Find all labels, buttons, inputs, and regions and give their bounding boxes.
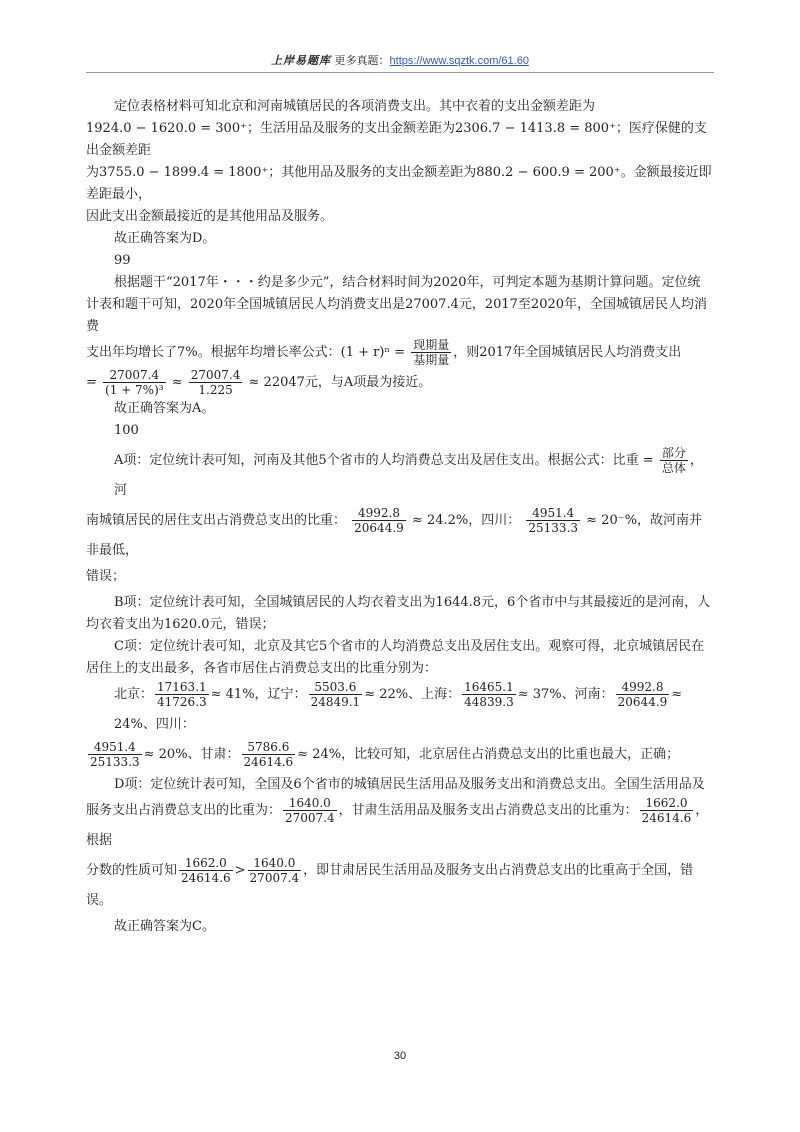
numerator: 部分 <box>661 446 686 460</box>
text-span: ≈ 24%、四川： <box>114 687 683 732</box>
text-line: C项：定位统计表可知，北京及其它5个省市的人均消费总支出及居住支出。观察可得，北京城镇居民在 <box>114 639 705 654</box>
numerator: 4951.4 <box>88 740 142 755</box>
text-line <box>86 338 714 368</box>
text-line: 定位表格材料可知北京和河南城镇居民的各项消费支出。其中衣着的支出金额差距为 <box>114 99 596 114</box>
fraction <box>189 368 243 397</box>
page-number: 30 <box>393 1050 407 1062</box>
numerator: 现期量 <box>413 338 450 352</box>
text-span: 分数的性质可知 <box>86 863 178 878</box>
text-span: 支出年均增长了7%。根据年均增长率公式：(1 + r)ⁿ = <box>86 345 406 360</box>
fraction <box>640 796 694 825</box>
numerator: 16465.1 <box>464 680 514 694</box>
denominator: 25133.3 <box>528 521 579 535</box>
answer-line: 故正确答案为A。 <box>114 401 215 416</box>
text-line <box>86 740 714 770</box>
text-span: 北京： <box>114 687 154 702</box>
denominator: 24849.1 <box>310 695 361 709</box>
fraction <box>616 680 670 709</box>
text-line: 为3755.0 − 1899.4 = 1800⁺；其他用品及服务的支出金额差距为880.2 − 600.9 = 200⁺。金额最接近即差距最小， <box>86 165 712 202</box>
denominator: 24614.6 <box>641 811 692 825</box>
denominator: 20644.9 <box>617 695 668 709</box>
answer-block-98 <box>86 96 714 250</box>
denominator: 总体 <box>661 461 686 475</box>
text-span: = <box>86 375 97 390</box>
text-line <box>86 856 714 916</box>
fraction <box>660 446 688 475</box>
text-line: 均衣着支出为1620.0元，错误； <box>86 617 275 632</box>
numerator: 1662.0 <box>179 856 233 871</box>
text-line <box>86 680 714 740</box>
text-line: 错误； <box>86 569 126 584</box>
page-content <box>86 96 714 938</box>
text-span: ≈ 22%、上海： <box>364 687 461 702</box>
fraction <box>462 680 516 709</box>
denominator: 24614.6 <box>243 755 294 769</box>
text-span: ≈ 41%，辽宁： <box>210 687 307 702</box>
numerator: 4992.8 <box>352 506 406 521</box>
fraction <box>88 740 142 769</box>
text-span: ，甘肃生活用品及服务支出占消费总支出的比重为： <box>338 803 638 818</box>
denominator: 1.225 <box>198 383 233 397</box>
fraction <box>526 506 580 535</box>
text-span: ≈ 24%，比较可知，北京居住占消费总支出的比重也最大，正确； <box>297 747 680 762</box>
text-line <box>86 796 714 856</box>
numerator: 1640.0 <box>248 856 302 871</box>
numerator: 17163.1 <box>157 680 207 694</box>
text-span: ≈ 37%、河南： <box>517 687 614 702</box>
text-span: ，河 <box>114 453 703 498</box>
text-span: ，根据 <box>86 803 709 848</box>
text-span: ≈ <box>171 375 183 390</box>
denominator: 27007.4 <box>285 811 335 825</box>
answer-block-100 <box>86 420 714 938</box>
denominator: 25133.3 <box>90 755 140 769</box>
question-number: 99 <box>114 253 131 268</box>
text-line: 1924.0 − 1620.0 = 300⁺；生活用品及服务的支出金额差距为2306.7 − 1413.8 = 800⁺；医疗保健的支出金额差距 <box>86 121 707 158</box>
numerator: 4951.4 <box>526 506 580 521</box>
denominator: 20644.9 <box>354 521 404 535</box>
text-span: ≈ 22047元，与A项最为接近。 <box>248 375 432 390</box>
text-line <box>86 506 714 566</box>
text-line: D项：定位统计表可知，全国及6个省市的城镇居民生活用品及服务支出和消费总支出。全国生活用品及 <box>114 777 705 792</box>
text-span: 南城镇居民的居住支出占消费总支出的比重： <box>86 513 347 528</box>
numerator: 1662.0 <box>640 796 694 811</box>
text-line: 根据题干“2017年・・・约是多少元”，结合材料时间为2020年，可判定本题为基期计算问题。定位统 <box>114 275 701 290</box>
site-link[interactable]: https://www.sqztk.com/61.60 <box>389 55 529 67</box>
text-line: 计表和题干可知，2020年全国城镇居民人均消费支出是27007.4元，2017至2020年，全国城镇居民人均消费 <box>86 297 708 334</box>
header-separator: 更多真题： <box>331 54 390 67</box>
site-name: 上岸易题库 <box>271 54 332 67</box>
numerator: 5503.6 <box>309 680 363 695</box>
denominator: (1 + 7%)³ <box>105 383 164 397</box>
header-divider <box>86 72 714 73</box>
fraction <box>155 680 209 709</box>
fraction <box>309 680 363 709</box>
text-span: A项：定位统计表可知，河南及其他5个省市的人均消费总支出及居住支出。根据公式：比重 = <box>114 453 654 468</box>
denominator: 44839.3 <box>464 695 514 709</box>
text-span: ≈ 24.2%，四川： <box>411 513 521 528</box>
numerator: 1640.0 <box>283 796 337 811</box>
answer-line: 故正确答案为D。 <box>114 231 216 246</box>
page-header <box>0 52 800 68</box>
text-span: ≈ 20%、甘肃： <box>143 747 240 762</box>
fraction <box>411 338 451 367</box>
denominator: 基期量 <box>413 353 450 367</box>
text-span: > <box>234 863 246 878</box>
fraction <box>248 856 302 885</box>
fraction <box>103 368 166 397</box>
text-span: ≈ 20⁻%，故河南并非最低， <box>86 513 702 558</box>
text-line: 居住上的支出最多，各省市居住占消费总支出的比重分别为： <box>86 661 438 676</box>
text-line <box>86 368 714 398</box>
denominator: 27007.4 <box>249 871 300 885</box>
text-span: ，则2017年全国城镇居民人均消费支出 <box>453 345 682 360</box>
text-span: ，即甘肃居民生活用品及服务支出占消费总支出的比重高于全国，错误。 <box>86 863 694 908</box>
fraction <box>352 506 406 535</box>
fraction <box>283 796 337 825</box>
numerator: 4992.8 <box>616 680 670 695</box>
denominator: 41726.3 <box>157 695 207 709</box>
text-line: B项：定位统计表可知，全国城镇居民的人均衣着支出为1644.8元，6个省市中与其最接近的是河南，人 <box>114 595 711 610</box>
answer-line: 故正确答案为C。 <box>114 919 215 934</box>
text-line <box>86 446 714 506</box>
numerator: 27007.4 <box>103 368 166 383</box>
numerator: 5786.6 <box>242 740 296 755</box>
fraction <box>179 856 233 885</box>
text-line: 因此支出金额最接近的是其他用品及服务。 <box>86 209 334 224</box>
question-number: 100 <box>114 423 139 438</box>
numerator: 27007.4 <box>190 368 241 382</box>
denominator: 24614.6 <box>181 871 231 885</box>
fraction <box>242 740 296 769</box>
text-span: 服务支出占消费总支出的比重为： <box>86 803 282 818</box>
answer-block-99 <box>86 250 714 420</box>
